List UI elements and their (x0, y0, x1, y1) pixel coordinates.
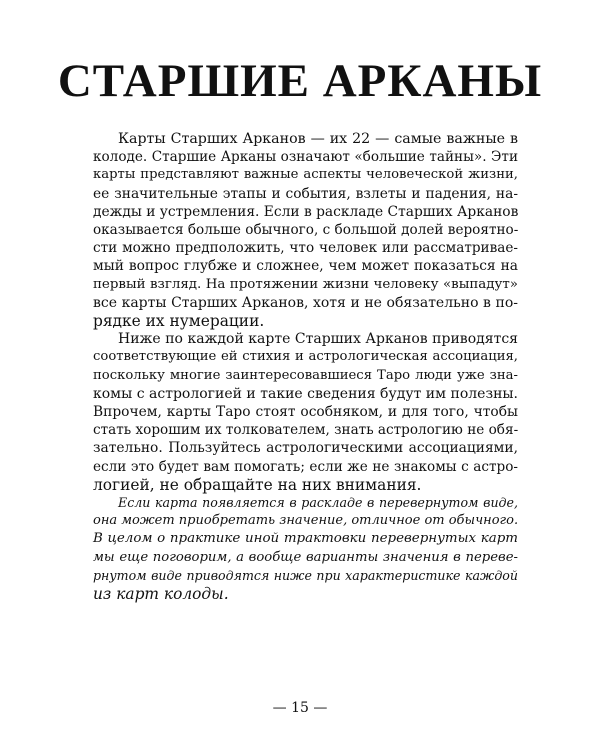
paragraph-2-line-8: если это будет вам помогать; если же не знакомы с астро- (93, 459, 518, 475)
paragraph-3-line-1: Если карта появляется в раскладе в перевернутом виде, (118, 495, 518, 510)
paragraph-1-line-10: все карты Старших Арканов, хотя и не обязательно в по- (93, 295, 518, 311)
paragraph-2-line-5: Впрочем, карты Таро стоят особняком, и для того, чтобы (93, 404, 518, 420)
paragraph-2-line-3: поскольку многие заинтересовавшиеся Таро люди уже зна- (93, 368, 518, 383)
paragraph-2-line-2: соответствующие ей стихия и астрологическая ассоциация, (93, 349, 518, 364)
paragraph-3-line-4: мы еще поговорим, а вообще варианты значения в переве- (93, 550, 518, 565)
paragraph-2-line-1: Ниже по каждой карте Старших Арканов приводятся (118, 331, 518, 347)
paragraph-2-line-9: логией, не обращайте на них внимания. (93, 476, 422, 494)
paragraph-1-line-5: дежды и устремления. Если в раскладе Старших Арканов (93, 204, 519, 220)
paragraph-1-line-7: сти можно предположить, что человек или рассматривае- (93, 240, 518, 256)
paragraph-2-line-4: комы с астрологией и такие сведения будут им полезны. (93, 386, 518, 402)
page-number: — 15 — (272, 700, 328, 716)
paragraph-2-line-6: стать хорошим их толкователем, знать астрологию не обя- (93, 422, 519, 438)
paragraph-1-line-2: колоде. Старшие Арканы означают «большие тайны». Эти (93, 149, 518, 165)
paragraph-1-line-4: ее значительные этапы и события, взлеты и падения, на- (93, 186, 518, 202)
paragraph-1-line-3: карты представляют важные аспекты человеческой жизни, (93, 167, 518, 182)
paragraph-1-line-11: рядке их нумерации. (93, 312, 265, 330)
paragraph-1-line-6: оказывается больше обычного, с большой долей вероятно- (93, 222, 519, 238)
paragraph-3-line-2: она может приобретать значение, отличное от обычного. (93, 513, 519, 528)
paragraph-2-line-7: зательно. Пользуйтесь астрологическими ассоциациями, (93, 440, 518, 456)
paragraph-1-line-9: первый взгляд. На протяжении жизни человеку «выпадут» (93, 277, 518, 292)
paragraph-1-line-8: мый вопрос глубже и сложнее, чем может показаться на (93, 258, 518, 274)
paragraph-1-line-1: Карты Старших Арканов — их 22 — самые важные в (118, 131, 518, 147)
chapter-title: СТАРШИЕ АРКАНЫ (57, 55, 543, 107)
paragraph-3-line-5: рнутом виде приводятся ниже при характеристике каждой (93, 568, 518, 583)
paragraph-3-line-6: из карт колоды. (93, 585, 229, 603)
paragraph-3-line-3: В целом о практике иной трактовки перевернутых карт (93, 531, 518, 546)
